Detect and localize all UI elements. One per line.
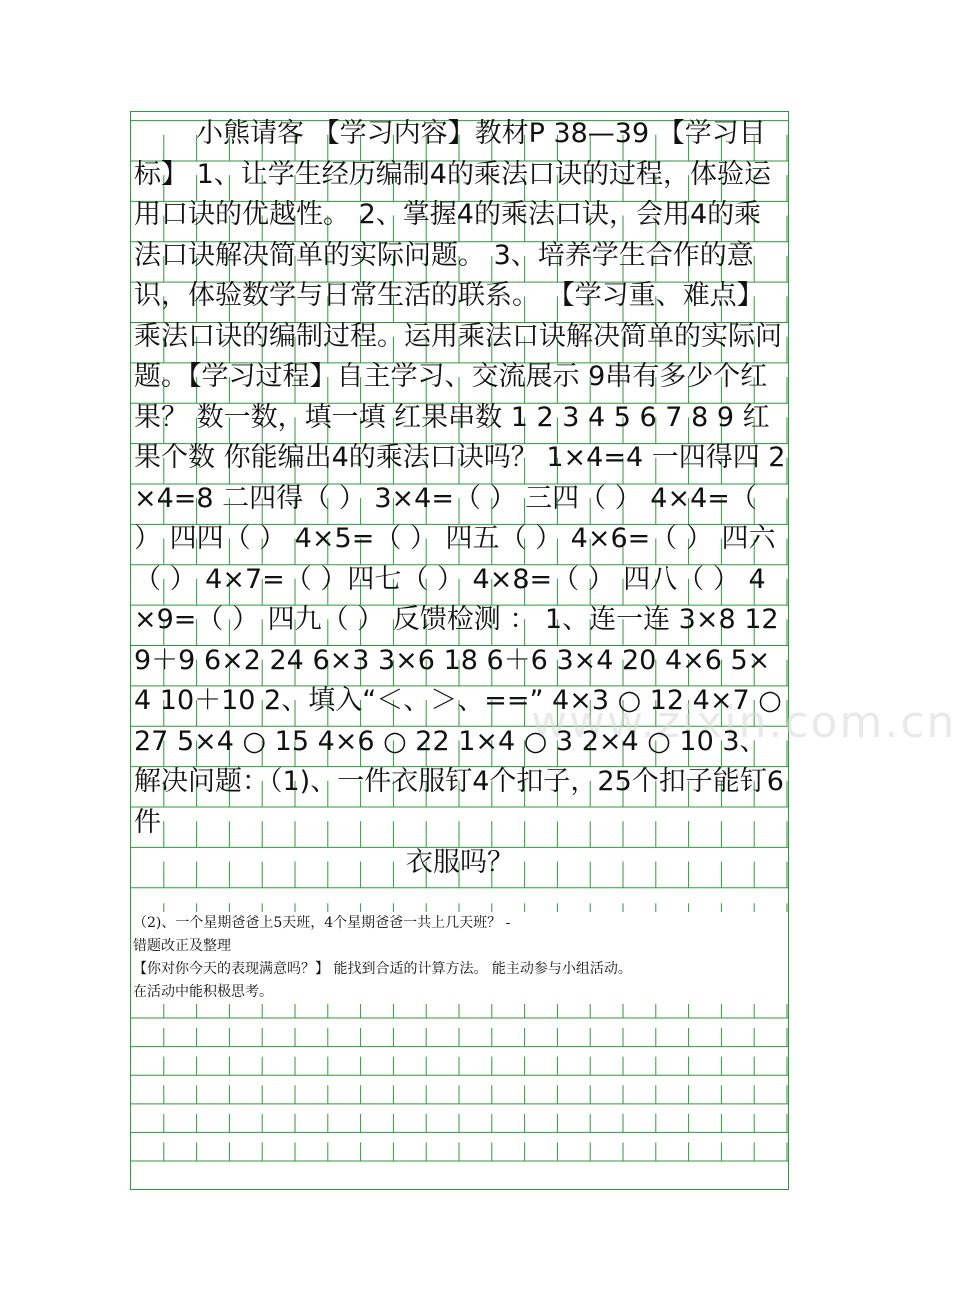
last-line: 衣服吗？: [406, 847, 514, 878]
error-correction-line: 错题改正及整理: [133, 938, 231, 954]
main-paragraph: [131, 112, 788, 884]
active-thinking-line: 在活动中能积极思考。: [133, 984, 273, 1000]
watermark: www.zixin.com.cn: [531, 697, 956, 748]
self-evaluation-line: 【你对你今天的表现满意吗？】 能找到合适的计算方法。 能主动参与小组活动。: [133, 961, 632, 977]
main-paragraph-text: 小熊请客 【学习内容】教材P 38—39 【学习目标】 1、让学生经历编制4的乘法口诀的过程，体验运用口诀的优越性。 2、掌握4的乘法口诀，会用4的乘法口诀解决简单的实际问题。 3、培养学生合作的意识，体验数学与日常生活的联系。 【学习重、难点】 乘法口诀的编制过程。运用乘法口诀解决简单的实际问题。【学习过程】自主学习、交流展示 9串有多少个红果？ 数一数，填一填 红果串数 1 2 3 4 5 6 7 8 9 红果个数 你能编出4的乘法口诀吗？ 1×4=4 一四得四 2×4=8 二四得（ ） 3×4=（ ） 三四（ ） 4×4=（ ） 四四（ ） 4×5=（ ） 四五（ ） 4×6=（ ） 四六（ ） 4×7=（ ）四七（ ） 4×8=（ ） 四八（ ） 4×9=（ ） 四九（ ） 反馈检测 ： 1、连一连 3×8 12 9＋9 6×2 24 6×3 3×6 18 6＋6 3×4 20 4×6 5×4 10＋10 2、填入“＜、＞、==” 4×3 ○ 12 4×7 ○ 27 5×4 ○ 15 4×6 ○ 22 1×4 ○ 3 2×4 ○ 10 3、解决问题：（1)、一件衣服钉4个扣子，25个扣子能钉6件: [134, 118, 786, 838]
worksheet-sheet: [130, 111, 956, 1190]
main-text-block: [131, 112, 788, 884]
small-text-block: [131, 912, 788, 1004]
question-two-line: （2)、一个星期爸爸上5天班，4个星期爸爸一共上几天班？ -: [133, 915, 511, 931]
